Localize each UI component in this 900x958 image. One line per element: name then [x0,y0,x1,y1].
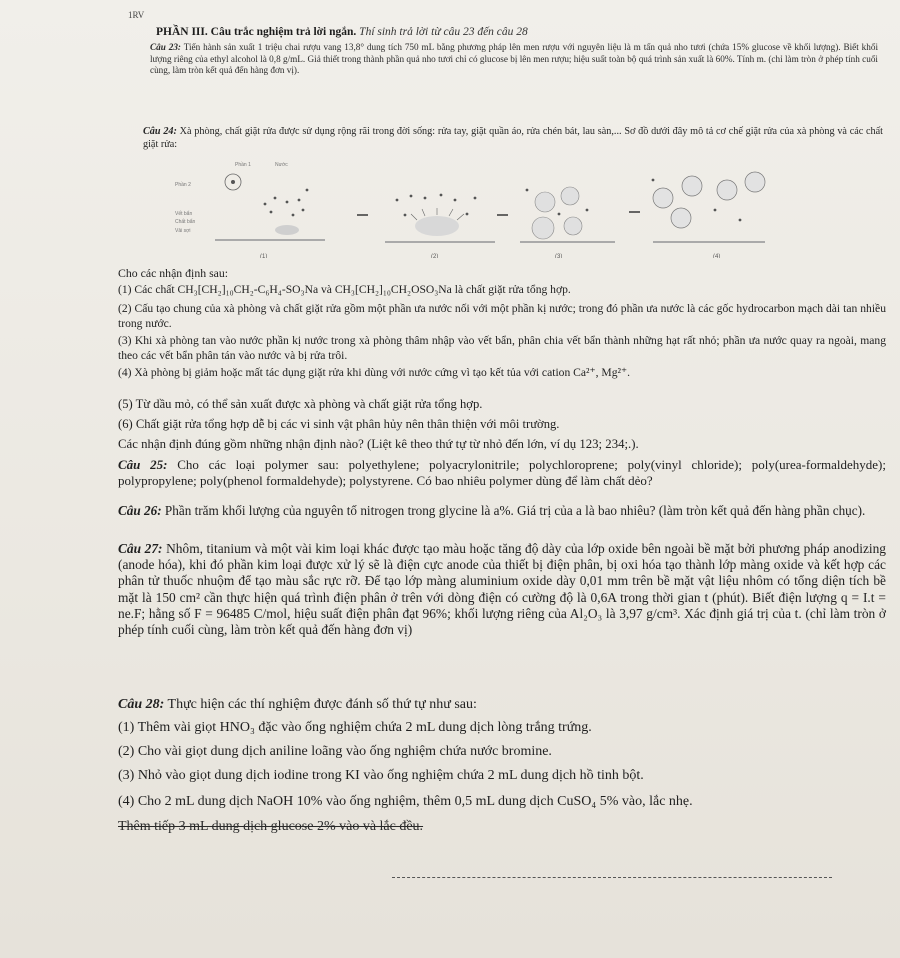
section-title [156,26,528,38]
diagram-label-left1: Phần 2 [175,182,191,188]
diagram-step-1: (1) [260,254,268,258]
statement-4: (4) Xà phòng bị giảm hoặc mất tác dụng giặt rửa khi dùng với nước cứng vì tạo kết tủa với cation Ca²⁺, Mg²⁺. [118,366,631,379]
diagram-panel-4 [652,172,765,242]
diagram-label-left4: Vải sợi [175,228,191,234]
section-label: PHẦN III. [156,26,208,38]
diagram-label-left3: Chất bẩn [175,219,196,225]
diagram-step-3: (3) [555,254,563,258]
question-24 [143,126,883,151]
diagram-panel-1 [215,174,325,240]
experiment-2: (2) Cho vài giọt dung dịch aniline loãng vào ống nghiệm chứa nước bromine. [118,744,552,759]
page-header-code: 1RV [128,10,145,20]
question-25 [118,457,886,488]
question-26 [118,503,886,519]
statement-6: (6) Chất giặt rửa tổng hợp dễ bị các vi sinh vật phân hủy nên thân thiện với môi trường. [118,417,560,431]
statement-5: (5) Từ dầu mỏ, có thể sản xuất được xà phòng và chất giặt rửa tổng hợp. [118,397,483,411]
question-text: Nhôm, titanium và một vài kim loại khác được tạo màu hoặc tăng độ dày của lớp oxide bên ngoài bề mặt bởi phương pháp anodizing (anode hóa), khi đó phần kim loại được xử lý sẽ là điện cực anode của thiết bị điện phân, bị oxi hóa tạo thành lớp màng oxide và kết hợp các phân tử thuốc nhuộm để tạo màu sắc rực rỡ. Để tạo lớp màng aluminium oxide dày 0,01 mm trên bề mặt vật liệu nhôm có tổng diện tích bề mặt là 150 cm² cần thực hiện quá trình điện phân ở trên với dòng điện có cường độ là 0,6A trong thời gian t (phút). Biết điện lượng q = I.t = ne.F; hằng số F = 96485 C/mol, hiệu suất điện phân đạt 96%; khối lượng riêng của Al₂O₃ là 3,97 g/cm³. Xác định giá trị của t. (chỉ làm tròn ở phép tính cuối cùng, làm tròn kết quả đến hàng đơn vị) [118,541,886,638]
statement-3: (3) Khi xà phòng tan vào nước phần kị nước trong xà phòng thâm nhập vào vết bẩn, phân chia vết bẩn thành những hạt rất nhỏ; phần ưa nước quay ra ngoài, mang theo các vết bẩn phân tán vào nước và bị rửa trôi. [118,334,886,362]
statements-intro: Cho các nhận định sau: [118,266,229,280]
question-text: Phần trăm khối lượng của nguyên tố nitrogen trong glycine là a%. Giá trị của a là bao nhiêu? (làm tròn kết quả đến hàng phần chục). [164,503,866,518]
question-text: Cho các loại polymer sau: polyethylene; polyacrylonitrile; polychloroprene; poly(vinyl chloride); poly(urea-formaldehyde); polypropylene; poly(phenol formaldehyde); polystyrene. Có bao nhiêu polymer dùng để làm chất dẻo? [118,457,887,488]
question-23 [150,42,878,77]
question-label: Câu 28: [118,697,165,712]
diagram-svg [175,160,815,258]
diagram-label-left2: Vết bẩn [175,211,193,217]
diagram-panel-2 [385,194,495,242]
question-28 [118,698,886,713]
question-label: Câu 24: [143,126,177,137]
diagram-step-2: (2) [431,254,439,258]
diagram-panel-3 [520,187,615,242]
section-heading: Câu trắc nghiệm trả lời ngắn. [210,26,357,38]
dashed-divider [392,877,832,878]
question-label: Câu 26: [118,503,162,518]
diagram-label-top1: Phần 1 [235,162,251,168]
experiment-4: (4) Cho 2 mL dung dịch NaOH 10% vào ống nghiệm, thêm 0,5 mL dung dịch CuSO₄ 5% vào, lắc nhẹ. [118,794,693,809]
soap-mechanism-diagram [175,160,815,258]
question-text: Xà phòng, chất giặt rửa được sử dụng rộng rãi trong đời sống: rửa tay, giặt quần áo, rửa chén bát, lau sàn,... Sơ đồ dưới đây mô tả cơ chế giặt rửa của xà phòng và các chất giặt rửa: [143,126,884,150]
question-label: Câu 25: [118,457,168,472]
statement-1: (1) Các chất CH₃[CH₂]₁₀CH₂-C₆H₄-SO₃Na và CH₃[CH₂]₁₀CH₂OSO₃Na là chất giặt rửa tổng hợp. [118,283,571,296]
experiment-4-continued: Thêm tiếp 3 mL dung dịch glucose 2% vào và lắc đều. [118,819,424,834]
question-label: Câu 23: [150,42,181,52]
statement-2: (2) Cấu tạo chung của xà phòng và chất giặt rửa gồm một phần ưa nước nối với một phần kị nước; trong đó phần ưa nước là các gốc hydrocarbon mạch dài tan nhiều trong nước. [118,302,886,330]
experiment-1: (1) Thêm vài giọt HNO₃ đặc vào ống nghiệm chứa 2 mL dung dịch lòng trắng trứng. [118,720,592,735]
statements-question: Các nhận định đúng gồm những nhận định nào? (Liệt kê theo thứ tự từ nhỏ đến lớn, ví dụ 123; 234;.). [118,437,639,451]
diagram-label-top2: Nước [275,162,288,168]
question-text: Tiến hành sản xuất 1 triệu chai rượu vang 13,8° dung tích 750 mL bằng phương pháp lên men rượu với nguyên liệu là m tấn quả nho tươi (chứa 15% glucose về khối lượng). Biết khối lượng riêng của ethyl alcohol là 0,8 g/mL. Giả thiết trong thành phần quả nho tươi chỉ có glucose bị lên men rượu; hiệu suất toàn bộ quá trình sản xuất là 60%. Tính m. (chỉ làm tròn ở phép tính cuối cùng, làm tròn kết quả đến hàng đơn vị). [150,42,878,76]
experiment-3: (3) Nhỏ vào giọt dung dịch iodine trong KI vào ống nghiệm chứa 2 mL dung dịch hồ tinh bột. [118,768,644,783]
section-instruction: Thí sinh trả lời từ câu 23 đến câu 28 [359,26,528,38]
question-text: Thực hiện các thí nghiệm được đánh số thứ tự như sau: [167,697,477,712]
question-27 [118,541,886,638]
question-label: Câu 27: [118,541,163,556]
diagram-step-4: (4) [713,254,721,258]
